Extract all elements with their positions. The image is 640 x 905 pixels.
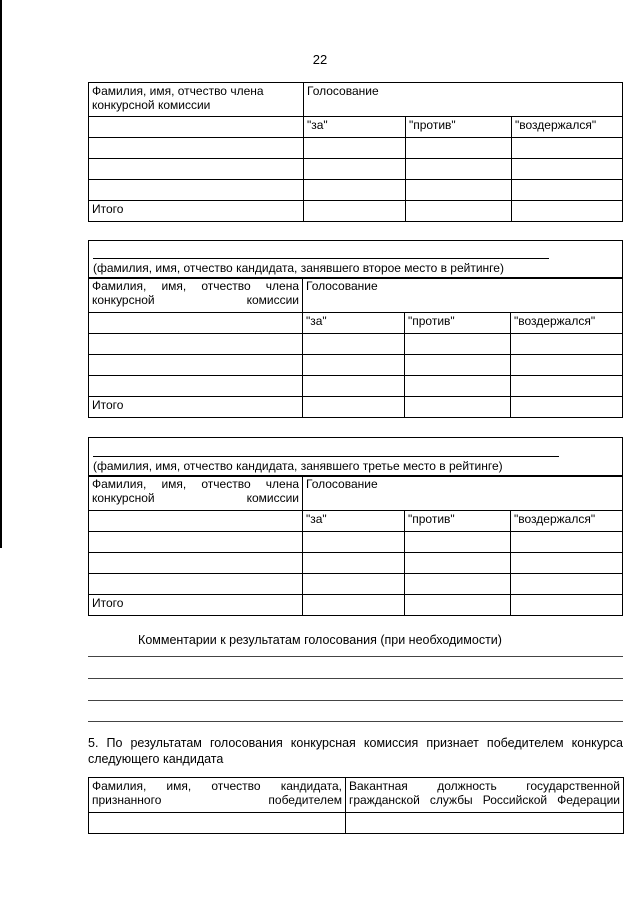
vacant-position-header: Вакантная должность государственной гражданской службы Российской Федерации (346, 778, 624, 813)
comment-line[interactable] (88, 721, 623, 722)
member-cell[interactable] (89, 574, 303, 595)
abstained-total-cell[interactable] (511, 397, 623, 418)
for-cell[interactable] (303, 574, 405, 595)
against-header: "против" (405, 511, 511, 532)
winner-name-header: Фамилия, имя, отчество кандидата, признанного победителем (89, 778, 346, 813)
for-cell[interactable] (304, 159, 406, 180)
member-cell[interactable] (89, 553, 303, 574)
abstained-total-cell[interactable] (512, 201, 623, 222)
scan-edge-line (0, 0, 2, 548)
against-cell[interactable] (406, 138, 512, 159)
decision-paragraph: 5. По результатам голосования конкурсная комиссия признает победителем конкурса следующего кандидата (88, 736, 623, 766)
abstained-header: "воздержался" (511, 511, 623, 532)
abstained-cell[interactable] (512, 180, 623, 201)
abstained-total-cell[interactable] (511, 595, 623, 616)
for-cell[interactable] (303, 355, 405, 376)
member-cell[interactable] (89, 334, 303, 355)
total-label: Итого (89, 397, 303, 418)
comment-line[interactable] (88, 656, 623, 657)
against-cell[interactable] (405, 574, 511, 595)
abstained-header: "воздержался" (511, 313, 623, 334)
against-total-cell[interactable] (405, 397, 511, 418)
for-header: "за" (303, 313, 405, 334)
abstained-cell[interactable] (511, 376, 623, 397)
for-total-cell[interactable] (303, 595, 405, 616)
member-cell[interactable] (89, 511, 303, 532)
for-cell[interactable] (303, 532, 405, 553)
member-column-header: Фамилия, имя, отчество члена конкурсной комиссии (89, 278, 303, 313)
voting-header: Голосование (303, 278, 623, 313)
member-cell[interactable] (89, 313, 303, 334)
vote-table-third (88, 475, 623, 616)
second-place-caption: (фамилия, имя, отчество кандидата, занявшего второе место в рейтинге) (93, 261, 504, 275)
vote-table-second (88, 277, 623, 418)
against-cell[interactable] (405, 355, 511, 376)
candidate-name-line[interactable] (93, 456, 559, 457)
member-column-header: Фамилия, имя, отчество члена конкурсной комиссии (89, 83, 304, 117)
member-cell[interactable] (89, 355, 303, 376)
abstained-cell[interactable] (511, 574, 623, 595)
third-place-candidate-box (88, 437, 623, 477)
member-cell[interactable] (89, 180, 304, 201)
for-cell[interactable] (303, 376, 405, 397)
comment-line[interactable] (88, 700, 623, 701)
voting-header: Голосование (304, 83, 623, 117)
member-column-header: Фамилия, имя, отчество члена конкурсной комиссии (89, 476, 303, 511)
winner-name-cell[interactable] (89, 813, 346, 834)
member-cell[interactable] (89, 532, 303, 553)
abstained-cell[interactable] (511, 553, 623, 574)
member-cell[interactable] (89, 159, 304, 180)
for-total-cell[interactable] (303, 397, 405, 418)
second-place-candidate-box (88, 240, 623, 279)
vacant-position-cell[interactable] (346, 813, 624, 834)
against-total-cell[interactable] (406, 201, 512, 222)
for-cell[interactable] (304, 180, 406, 201)
for-cell[interactable] (303, 553, 405, 574)
abstained-cell[interactable] (511, 355, 623, 376)
against-total-cell[interactable] (405, 595, 511, 616)
total-label: Итого (89, 201, 304, 222)
winner-table (88, 777, 624, 834)
abstained-cell[interactable] (511, 334, 623, 355)
member-cell[interactable] (89, 117, 304, 138)
for-cell[interactable] (304, 138, 406, 159)
abstained-header: "воздержался" (512, 117, 623, 138)
against-cell[interactable] (405, 376, 511, 397)
for-header: "за" (303, 511, 405, 532)
comments-title: Комментарии к результатам голосования (при необходимости) (138, 633, 502, 647)
voting-header: Голосование (303, 476, 623, 511)
for-cell[interactable] (303, 334, 405, 355)
abstained-cell[interactable] (512, 138, 623, 159)
for-header: "за" (304, 117, 406, 138)
candidate-name-line[interactable] (93, 258, 549, 259)
against-cell[interactable] (405, 553, 511, 574)
against-cell[interactable] (405, 532, 511, 553)
against-header: "против" (406, 117, 512, 138)
for-total-cell[interactable] (304, 201, 406, 222)
member-cell[interactable] (89, 138, 304, 159)
against-header: "против" (405, 313, 511, 334)
against-cell[interactable] (406, 180, 512, 201)
against-cell[interactable] (405, 334, 511, 355)
third-place-caption: (фамилия, имя, отчество кандидата, занявшего третье место в рейтинге) (93, 459, 503, 473)
total-label: Итого (89, 595, 303, 616)
comment-line[interactable] (88, 678, 623, 679)
abstained-cell[interactable] (511, 532, 623, 553)
against-cell[interactable] (406, 159, 512, 180)
vote-table-first (88, 82, 623, 222)
member-cell[interactable] (89, 376, 303, 397)
page-number: 22 (312, 52, 328, 67)
abstained-cell[interactable] (512, 159, 623, 180)
